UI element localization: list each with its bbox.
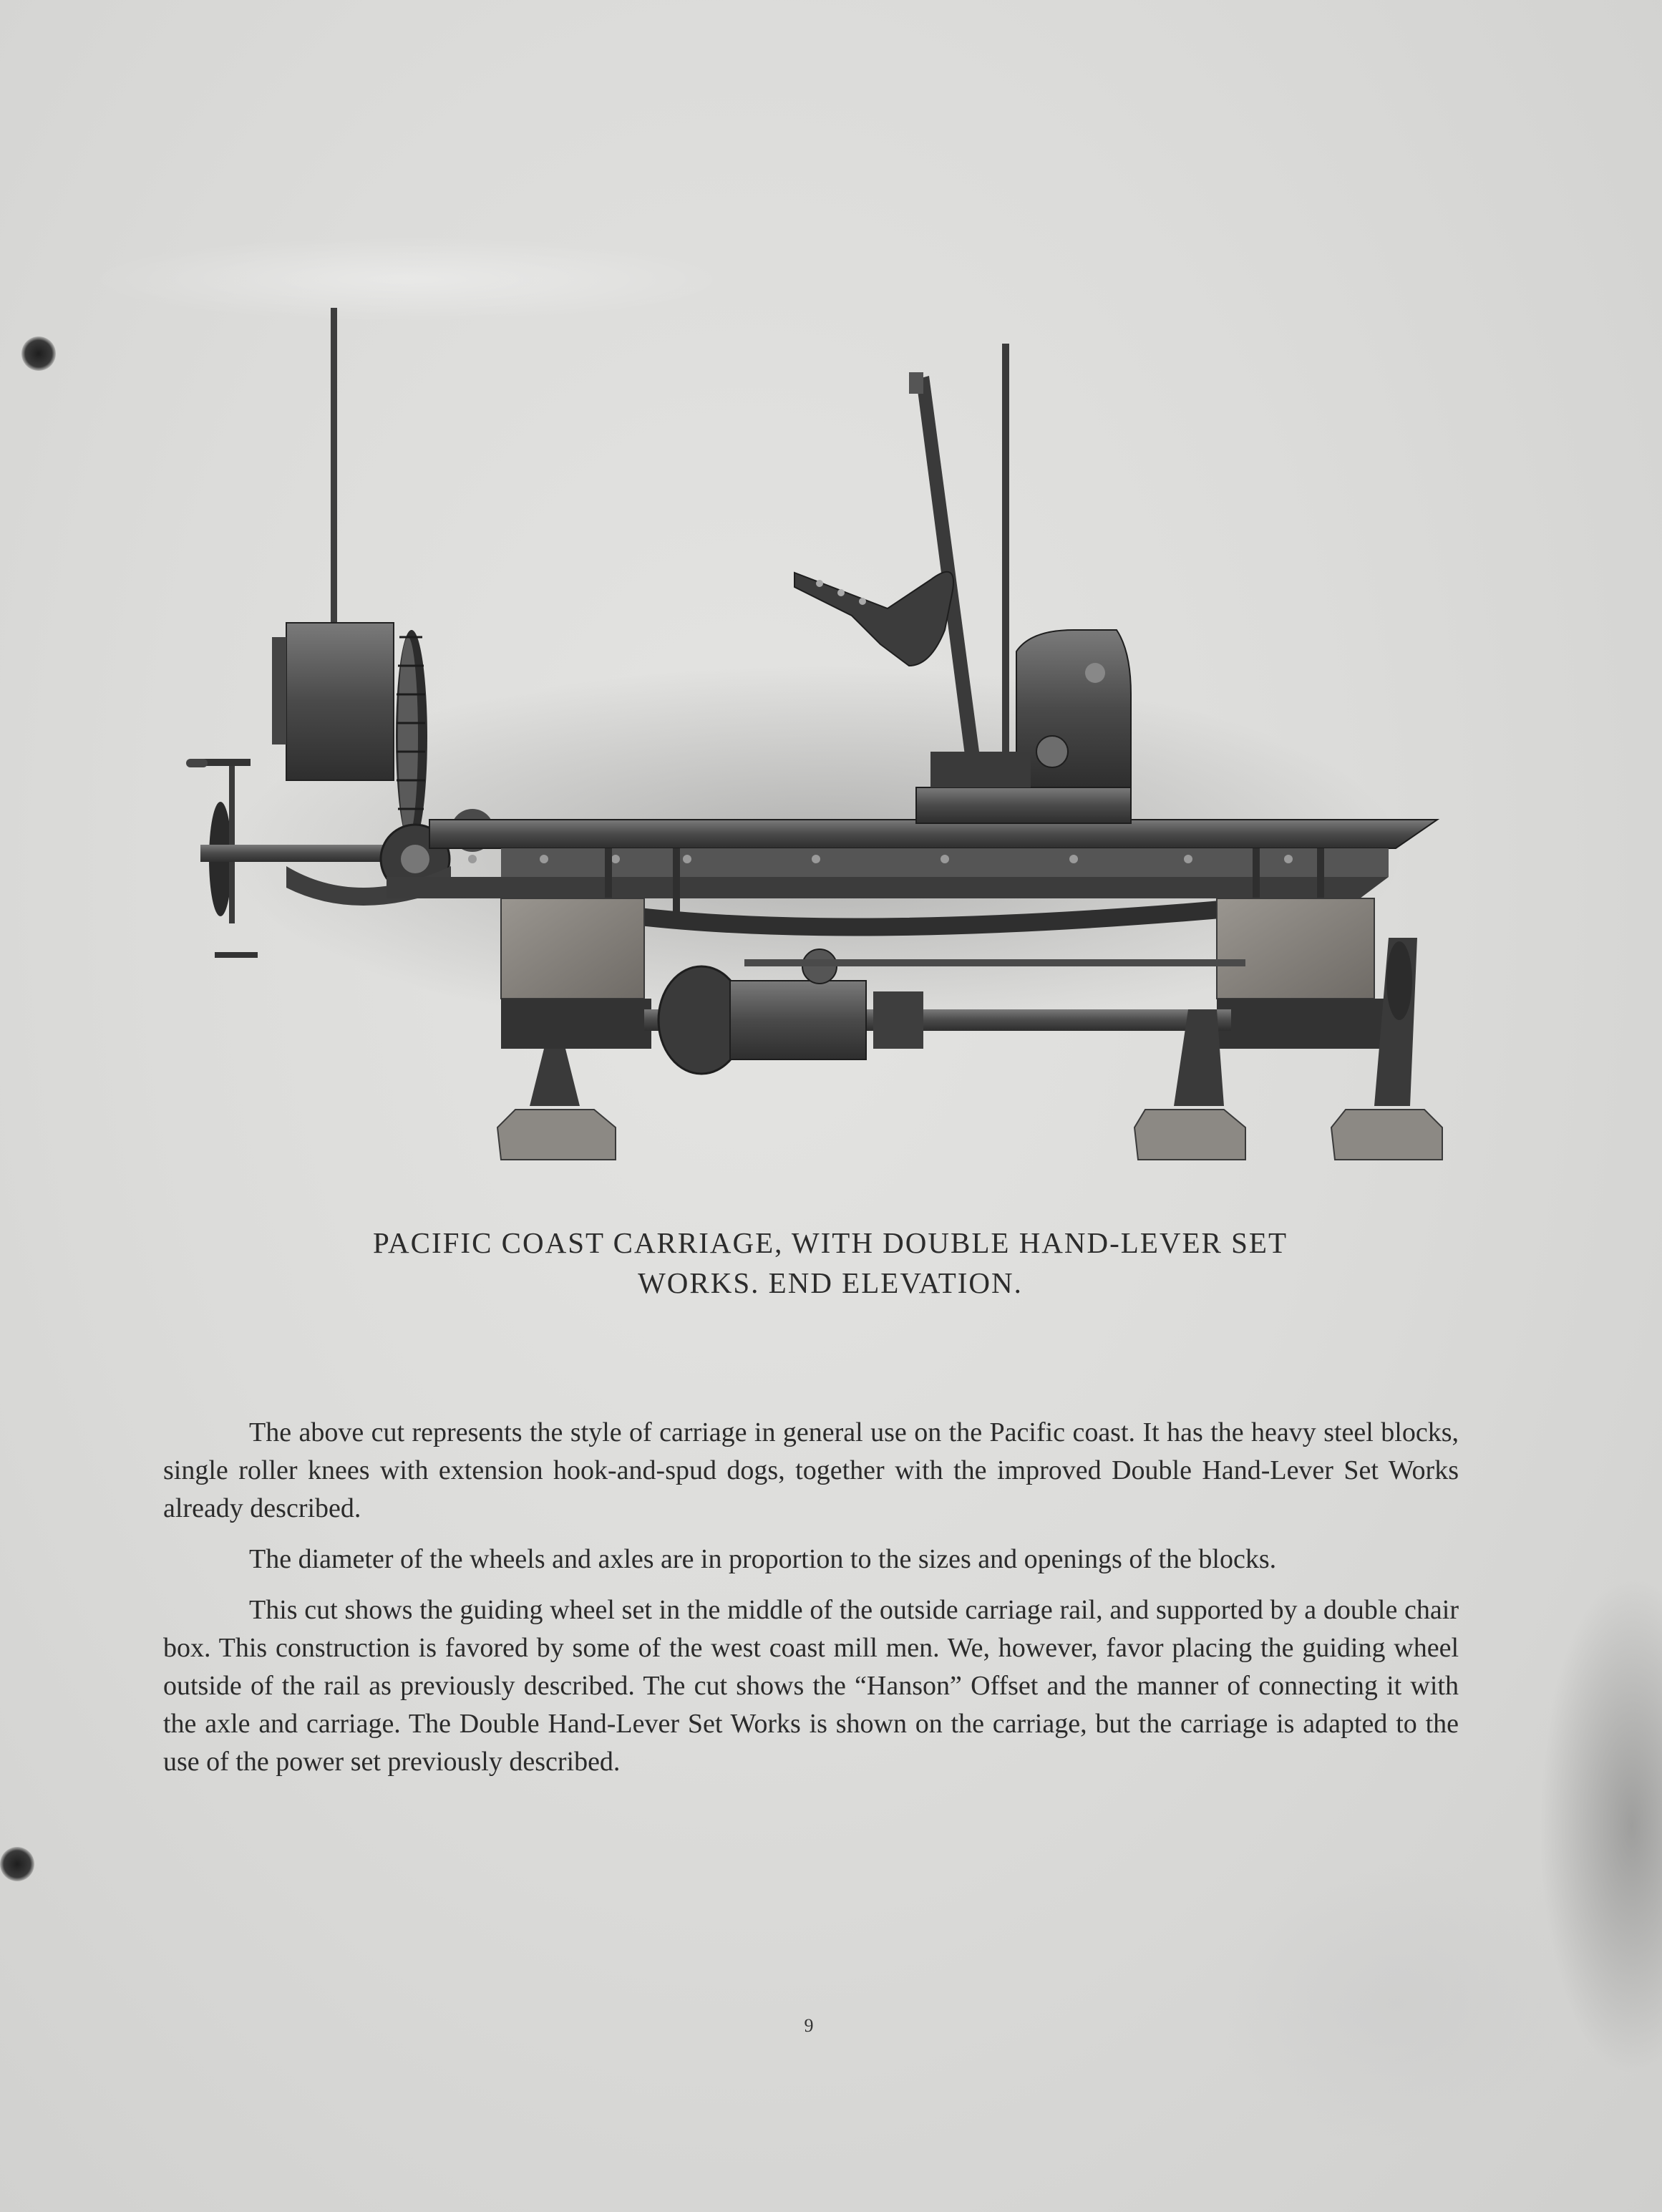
paper-stain [1217,1861,1575,2148]
paragraph: This cut shows the guiding wheel set in the middle of the outside carriage rail, and supported by a double chair box. This construction is favored by some of the west coast mill men. We, however, favor placing the guiding wheel outside of the rail as previously described. The cut shows the “Hanson” Offset and the manner of connecting it with the axle and carriage. The Double Hand-Lever Set Works is shown on the carriage, but the carriage is adapted to the use of the power set previously described. [163,1595,1459,1777]
caption-line-2: WORKS. END ELEVATION. [638,1266,1023,1299]
body-text [163,1414,1459,1794]
caption-line-1: PACIFIC COAST CARRIAGE, WITH DOUBLE HAND-LEVER SET [372,1226,1288,1259]
paragraph: The diameter of the wheels and axles are in proportion to the sizes and openings of the blocks. [249,1544,1277,1574]
punch-hole [21,336,56,371]
punch-hole [0,1847,34,1881]
paper-stain [1539,1575,1662,2076]
carriage-illustration [172,294,1460,1167]
paragraph: The above cut represents the style of carriage in general use on the Pacific coast. It has the heavy steel blocks, single roller knees with extension hook-and-spud dogs, together with the improved Double Hand-Lever Set Works already described. [163,1417,1459,1523]
page-number: 9 [804,2015,814,2036]
